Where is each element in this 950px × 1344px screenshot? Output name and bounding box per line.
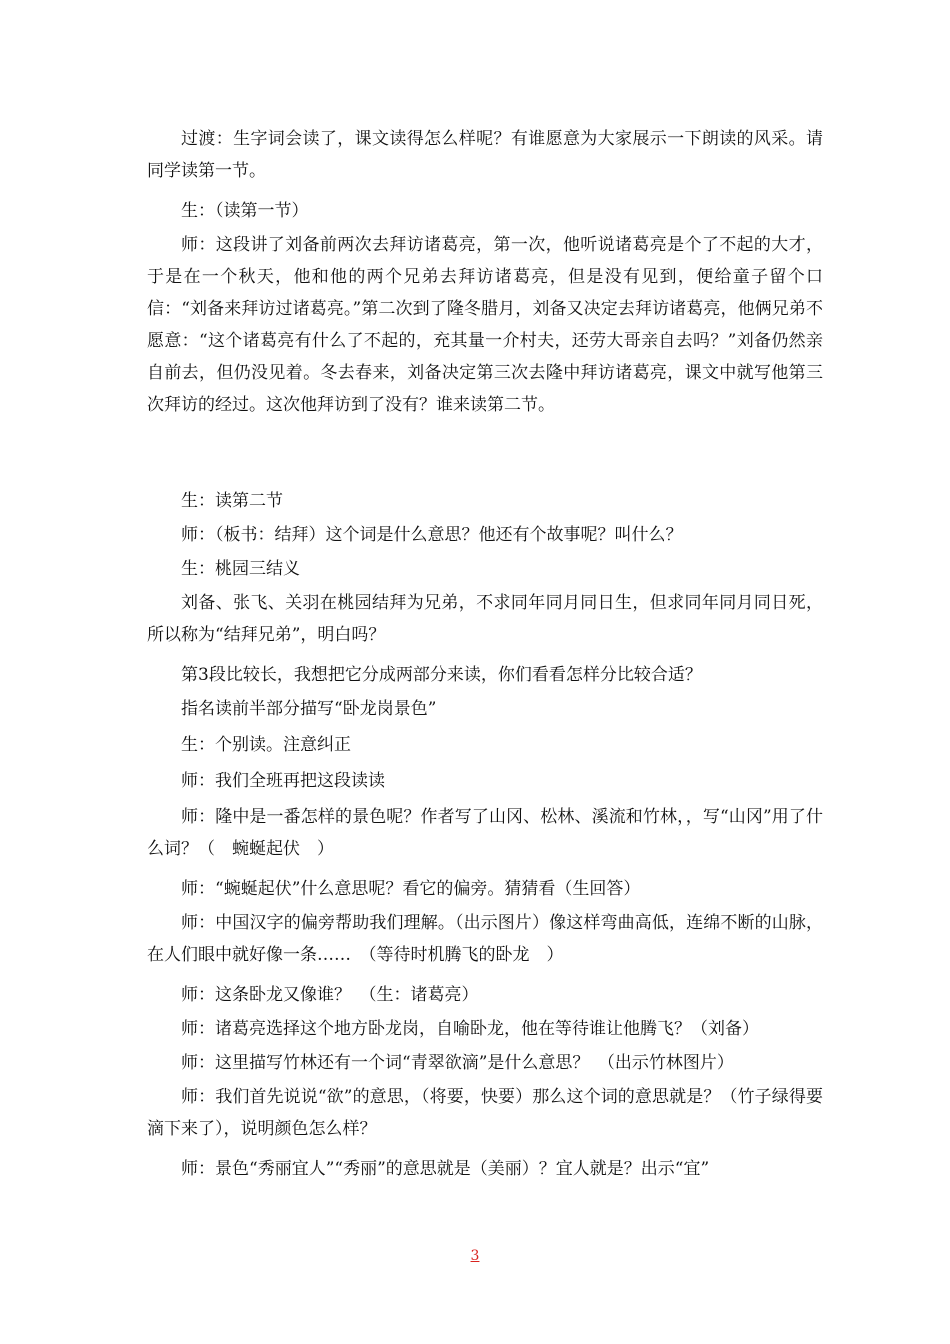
paragraph-student-individual: 生：个别读。注意纠正 — [181, 735, 351, 755]
paragraph-class-reading: 师：我们全班再把这段读读 — [181, 771, 385, 791]
paragraph-wolonggang: 师：诸葛亮选择这个地方卧龙岗，自喻卧龙，他在等待谁让他腾飞？（刘备） — [181, 1019, 759, 1039]
paragraph-dragon-who: 师：这条卧龙又像谁？ （生：诸葛亮） — [181, 985, 479, 1005]
paragraph-radical-explanation: 师：中国汉字的偏旁帮助我们理解。（出示图片）像这样弯曲高低，连绵不断的山脉，在人们眼中就好像一条…… （等待时机腾飞的卧龙 ） — [147, 913, 823, 965]
paragraph-student-reading-1: 生：（读第一节） — [181, 201, 309, 221]
paragraph-brothers-explanation: 刘备、张飞、关羽在桃园结拜为兄弟，不求同年同月同日生，但求同年同月同日死，所以称为“结拜兄弟”，明白吗？ — [147, 593, 823, 645]
paragraph-student-reading-2: 生：读第二节 — [181, 491, 283, 511]
paragraph-xiuli-yiren: 师：景色“秀丽宜人”“秀丽”的意思就是（美丽）？宜人就是？出示“宜” — [181, 1159, 710, 1179]
paragraph-bamboo: 师：这里描写竹林还有一个词“青翠欲滴”是什么意思？ （出示竹林图片） — [181, 1053, 734, 1073]
paragraph-student-taoyuan: 生：桃园三结义 — [181, 559, 300, 579]
page-number: 3 — [470, 1248, 480, 1264]
paragraph-yu-meaning: 师：我们首先说说“欲”的意思，（将要，快要）那么这个词的意思就是？（竹子绿得要滴下来了），说明颜色怎么样？ — [147, 1087, 823, 1139]
paragraph-teacher-story: 师：这段讲了刘备前两次去拜访诸葛亮，第一次，他听说诸葛亮是个了不起的大才，于是在一个秋天，他和他的两个兄弟去拜访诸葛亮，但是没有见到，便给童子留个口信：“刘备来拜访过诸葛亮。”第二次到了隆冬腊月，刘备又决定去拜访诸葛亮，他俩兄弟不愿意：“这个诸葛亮有什么了不起的，充其量一介村夫，还劳大哥亲自去吗？”刘备仍然亲自前去，但仍没见着。冬去春来，刘备决定第三次去隆中拜访诸葛亮，课文中就写他第三次拜访的经过。这次他拜访到了没有？谁来读第二节。 — [147, 235, 823, 415]
paragraph-longzhong-scenery: 师：隆中是一番怎样的景色呢？作者写了山冈、松林、溪流和竹林，，写“山冈”用了什么词？（ 蜿蜒起伏 ） — [147, 807, 823, 859]
paragraph-scenery-reading: 指名读前半部分描写“卧龙岗景色” — [181, 699, 437, 719]
paragraph-wanyan-meaning: 师：“蜿蜒起伏”什么意思呢？看它的偏旁。猜猜看（生回答） — [181, 879, 641, 899]
paragraph-teacher-jiebai: 师：（板书：结拜）这个词是什么意思？他还有个故事呢？叫什么？ — [181, 525, 683, 545]
paragraph-section-three: 第3段比较长，我想把它分成两部分来读，你们看看怎样分比较合适？ — [181, 665, 702, 685]
paragraph-transition: 过渡：生字词会读了，课文读得怎么样呢？有谁愿意为大家展示一下朗读的风采。请同学读第一节。 — [147, 129, 823, 181]
